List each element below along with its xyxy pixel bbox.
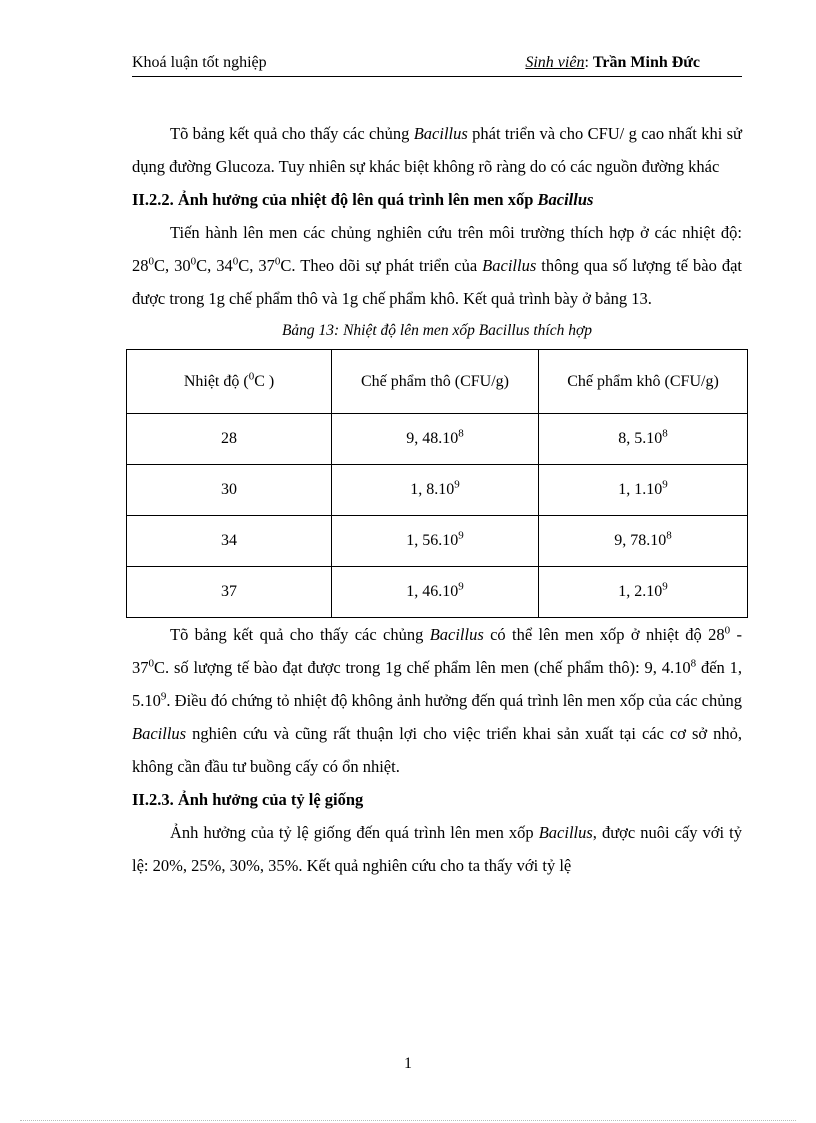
text-run: thông qua số lượng tế bào đạt được trong 1g chế phẩm thô và 1g chế phẩm khô. Kết quả trình bày ở bảng 13.	[132, 256, 742, 308]
cell-raw	[332, 414, 539, 465]
value-base: 1, 1.10	[618, 481, 663, 498]
cell-temperature: 28	[127, 414, 332, 465]
section-heading-2-2	[132, 183, 742, 216]
value-exponent: 9	[458, 529, 464, 542]
table-row	[127, 465, 748, 516]
page-bottom-divider	[20, 1120, 796, 1121]
cell-raw	[332, 516, 539, 567]
cell-dry	[539, 414, 748, 465]
text-run: - 37	[132, 625, 742, 677]
text-run: Ảnh hưởng của tỷ lệ giống đến quá trình lên men xốp	[170, 823, 539, 842]
text-run: , được nuôi cấy với tỷ lệ: 20%, 25%, 30%, 35%. Kết quả nghiên cứu cho ta thấy với tỷ lệ	[132, 823, 742, 875]
italic-term: Bacillus	[132, 724, 187, 743]
superscript: 0	[248, 370, 255, 383]
cell-dry	[539, 465, 748, 516]
value-base: 1, 56.10	[406, 532, 459, 549]
superscript: 0	[190, 255, 197, 268]
superscript: 0	[148, 255, 154, 268]
page-number: 1	[404, 1055, 412, 1072]
superscript: 0	[232, 255, 239, 268]
header-separator: :	[584, 54, 593, 71]
header-temperature	[127, 350, 332, 414]
value-exponent: 9	[454, 478, 460, 491]
text-run: C. Theo dõi sự phát triển của	[280, 256, 483, 275]
cell-raw	[332, 567, 539, 618]
section-heading-2-3: II.2.3. Ảnh hưởng của tỷ lệ giống	[132, 790, 364, 809]
header-student-role: Sinh viên	[525, 54, 585, 71]
text-run: C, 37	[238, 256, 275, 275]
text-run: Tõ bảng kết quả cho thấy các chủng	[170, 625, 430, 644]
superscript: 0	[148, 657, 154, 670]
value-exponent: 8	[662, 427, 668, 440]
table-row	[127, 414, 748, 465]
value-exponent: 9	[458, 580, 464, 593]
header-text: Nhiệt độ (	[183, 372, 249, 390]
value-base: 1, 2.10	[618, 583, 663, 600]
page-header	[132, 52, 742, 77]
value-base: 1, 8.10	[410, 481, 455, 498]
text-run: nghiên cứu và cũng rất thuận lợi cho việc triển khai sản xuất tại các cơ sở nhỏ, không cần đầu tư buồng cấy có ổn nhiệt.	[132, 724, 742, 776]
table-row	[127, 567, 748, 618]
table-row	[127, 516, 748, 567]
paragraph-1	[132, 117, 742, 183]
heading-italic-term: Bacillus	[537, 190, 594, 209]
header-text: C )	[254, 372, 275, 390]
document-body	[132, 117, 742, 882]
header-student-name: Trần Minh Đức	[592, 54, 700, 71]
superscript: 0	[274, 255, 281, 268]
header-dry-product: Chế phẩm khô (CFU/g)	[539, 350, 748, 414]
table-caption: Bảng 13: Nhiệt độ lên men xốp Bacillus thích hợp	[281, 322, 593, 339]
text-run: C, 30	[154, 256, 191, 275]
heading-text: II.2.2. Ảnh hưởng của nhiệt độ lên quá trình lên men xốp	[132, 190, 538, 209]
text-run: C, 34	[196, 256, 233, 275]
paragraph-3	[132, 618, 742, 783]
value-exponent: 9	[662, 478, 668, 491]
cell-temperature: 30	[127, 465, 332, 516]
cell-temperature: 37	[127, 567, 332, 618]
italic-term: Bacillus	[538, 823, 593, 842]
text-run: C. số lượng tế bào đạt được trong 1g chế phẩm lên men (chế phẩm thô): 9, 4.10	[154, 658, 691, 677]
italic-term: Bacillus	[429, 625, 484, 644]
superscript: 0	[724, 624, 731, 637]
value-base: 9, 78.10	[614, 532, 667, 549]
italic-term: Bacillus	[482, 256, 537, 275]
value-exponent: 8	[458, 427, 464, 440]
value-base: 9, 48.10	[406, 430, 459, 447]
paragraph-4	[132, 816, 742, 882]
value-exponent: 9	[662, 580, 668, 593]
value-base: 1, 46.10	[406, 583, 459, 600]
cell-dry	[539, 516, 748, 567]
text-run: có thể lên men xốp ở nhiệt độ 28	[483, 625, 725, 644]
text-run: Tiến hành lên men các chủng nghiên cứu trên môi trường thích hợp ở các nhiệt độ: 28	[132, 223, 742, 275]
text-run: phát triển và cho CFU/ g cao nhất khi sử dụng đường Glucoza. Tuy nhiên sự khác biệt không rõ ràng do có các nguồn đường khác	[132, 124, 742, 176]
table-header-row	[127, 350, 748, 414]
cell-dry	[539, 567, 748, 618]
results-table	[126, 349, 748, 618]
paragraph-2	[132, 216, 742, 315]
text-run: . Điều đó chứng tỏ nhiệt độ không ảnh hưởng đến quá trình lên men xốp của các chủng	[166, 691, 742, 710]
value-base: 8, 5.10	[618, 430, 663, 447]
cell-temperature: 34	[127, 516, 332, 567]
superscript: 8	[690, 657, 697, 670]
text-run: đến 1, 5.10	[132, 658, 742, 710]
header-student	[525, 54, 700, 72]
text-run: Tõ bảng kết quả cho thấy các chủng	[170, 124, 414, 143]
header-raw-product: Chế phẩm thô (CFU/g)	[332, 350, 539, 414]
cell-raw	[332, 465, 539, 516]
italic-term: Bacillus	[413, 124, 468, 143]
superscript: 9	[160, 690, 167, 703]
value-exponent: 8	[666, 529, 672, 542]
header-thesis-title: Khoá luận tốt nghiệp	[132, 54, 267, 71]
